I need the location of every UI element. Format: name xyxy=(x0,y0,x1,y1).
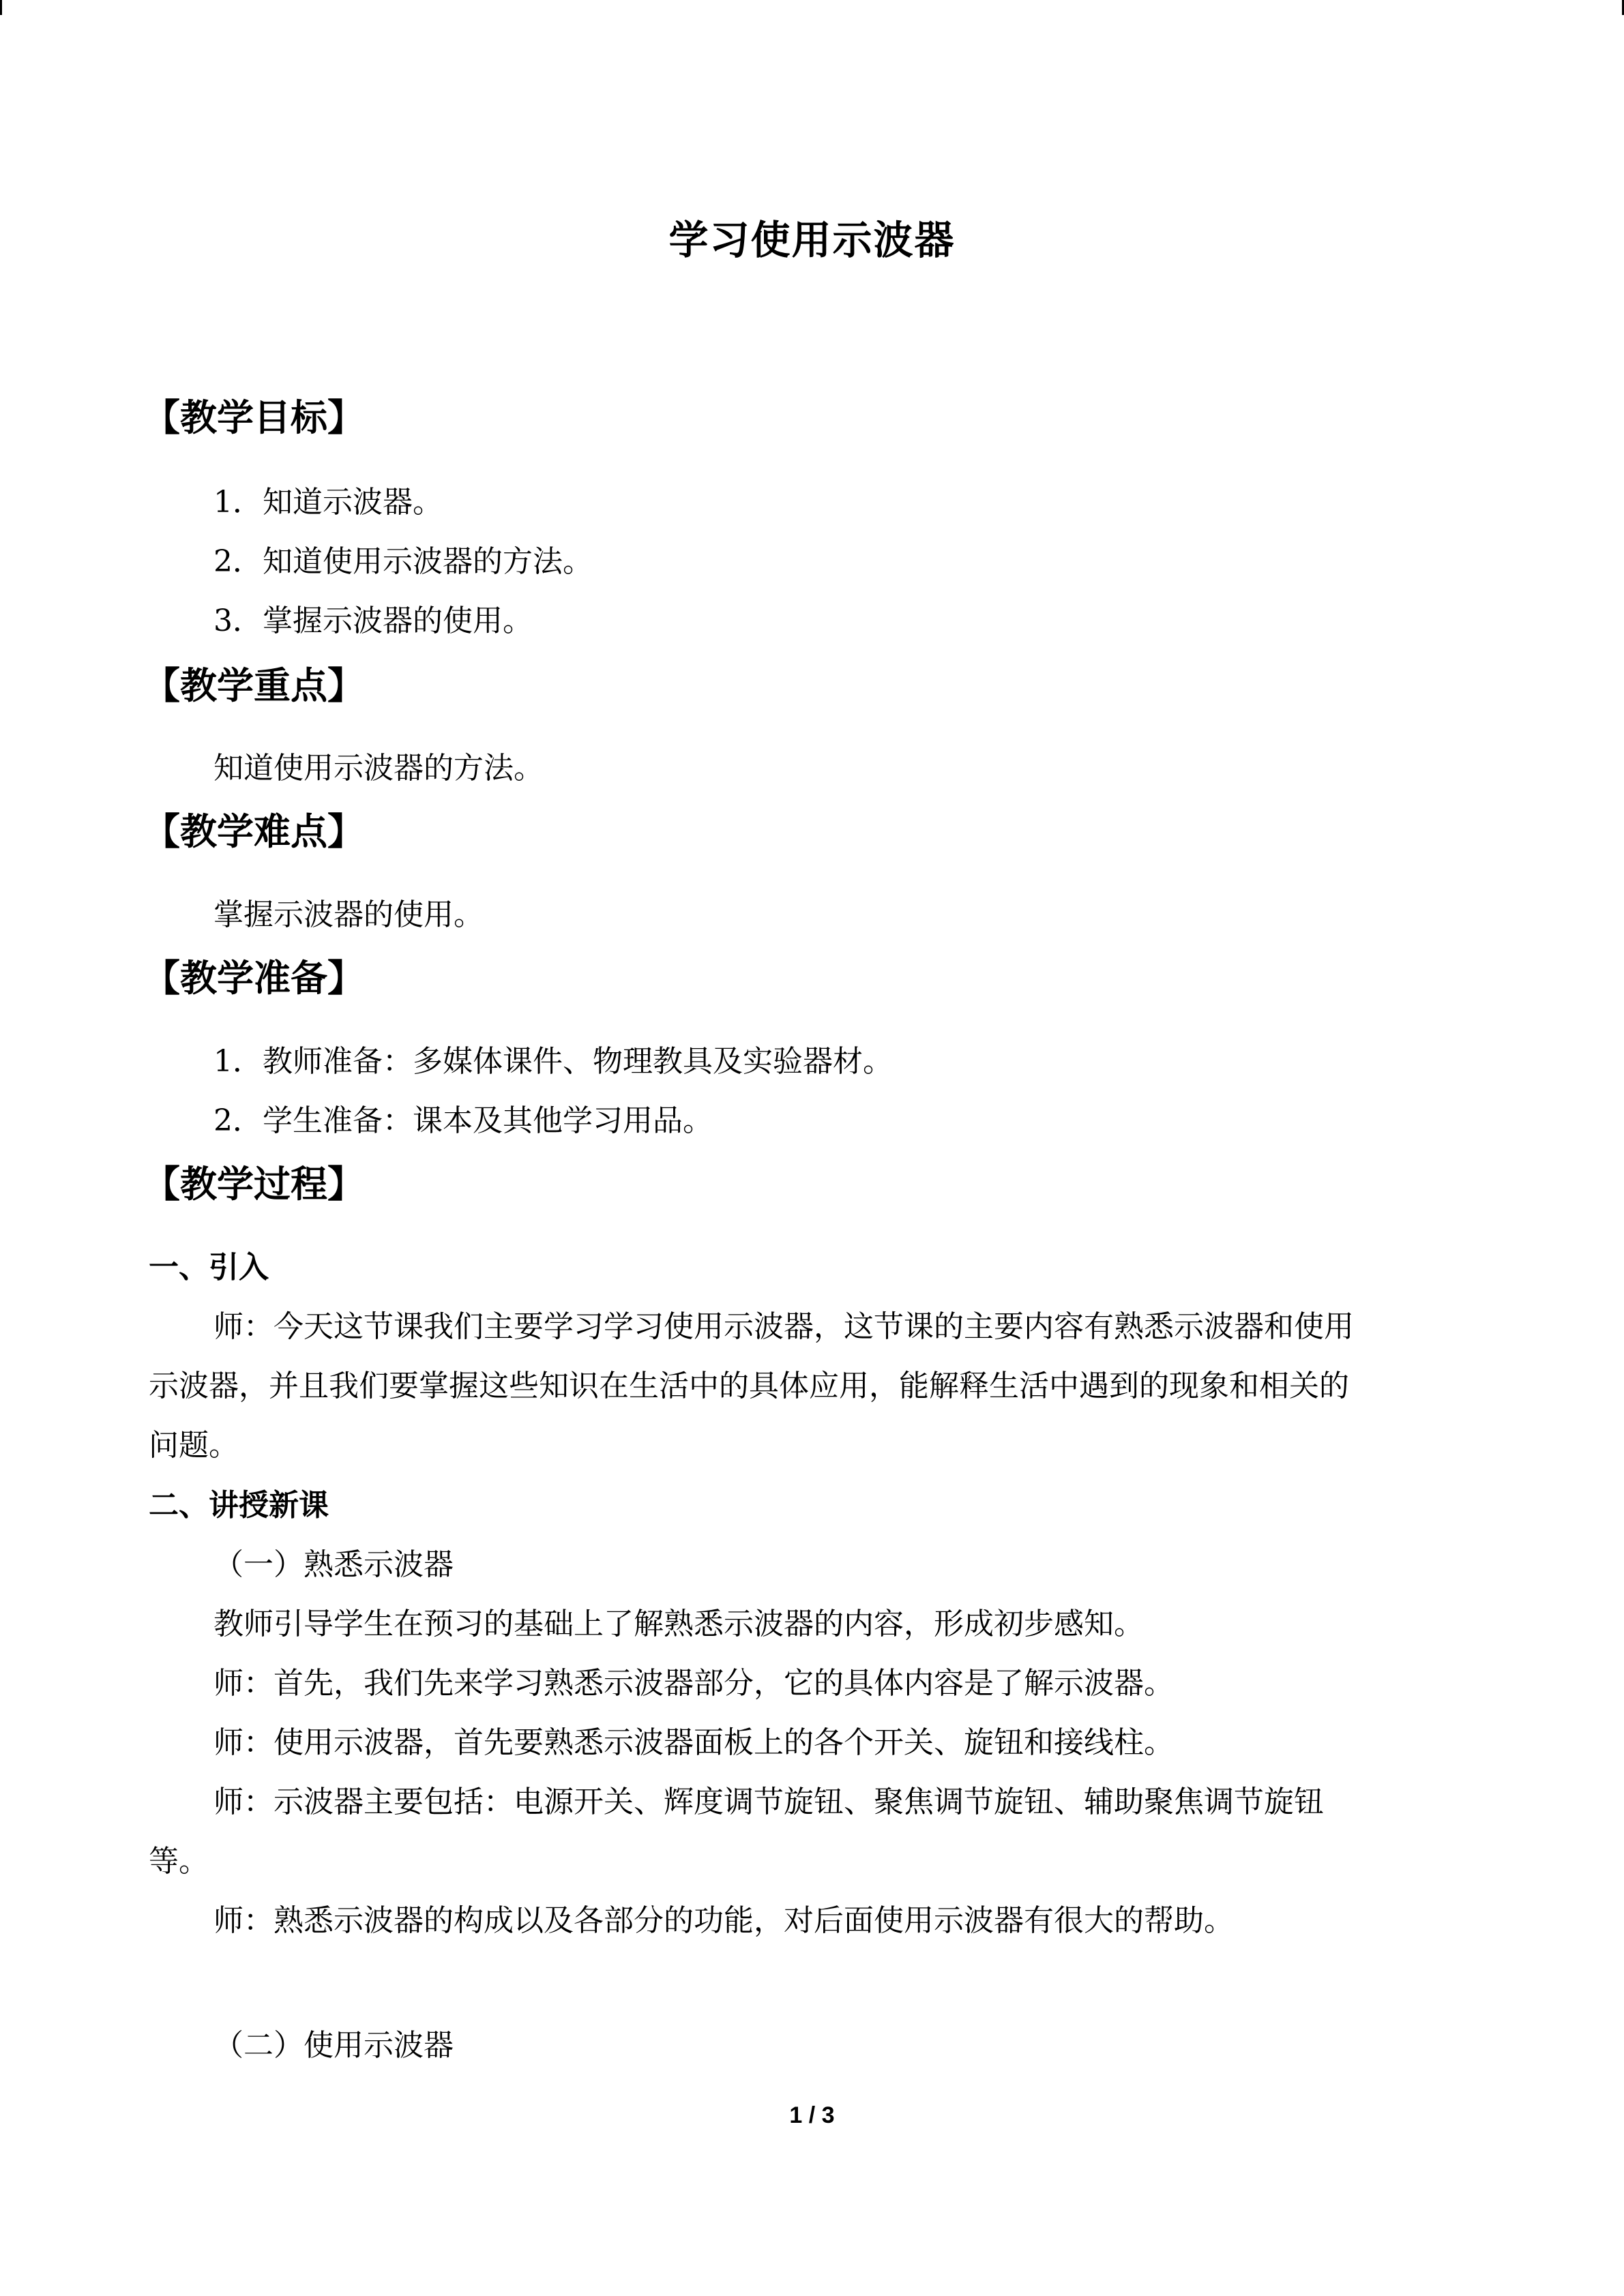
preparation-item: 2．学生准备：课本及其他学习用品。 xyxy=(213,1103,713,1138)
objective-item: 2．知道使用示波器的方法。 xyxy=(213,544,593,579)
corner-mark-left xyxy=(0,0,2,15)
page-title: 学习使用示波器 xyxy=(668,217,956,263)
heading-process: 【教学过程】 xyxy=(143,1163,364,1206)
heading-difficulties: 【教学难点】 xyxy=(143,810,364,853)
objective-item: 1．知道示波器。 xyxy=(213,485,443,520)
section-new-lesson-heading: 二、讲授新课 xyxy=(149,1488,329,1523)
heading-objectives: 【教学目标】 xyxy=(143,396,364,439)
paragraph-line: 等。 xyxy=(149,1844,209,1879)
paragraph-line: 师：使用示波器，首先要熟悉示波器面板上的各个开关、旋钮和接线柱。 xyxy=(213,1725,1174,1760)
paragraph-line: 教师引导学生在预习的基础上了解熟悉示波器的内容，形成初步感知。 xyxy=(213,1607,1144,1641)
paragraph-line: 师：示波器主要包括：电源开关、辉度调节旋钮、聚焦调节旋钮、辅助聚焦调节旋钮 xyxy=(213,1785,1324,1819)
paragraph-line: 师：今天这节课我们主要学习学习使用示波器，这节课的主要内容有熟悉示波器和使用 xyxy=(213,1309,1354,1344)
objective-item: 3．掌握示波器的使用。 xyxy=(213,603,533,638)
key-points-text: 知道使用示波器的方法。 xyxy=(213,751,544,786)
heading-key-points: 【教学重点】 xyxy=(143,664,364,707)
difficulties-text: 掌握示波器的使用。 xyxy=(213,897,484,932)
preparation-item: 1．教师准备：多媒体课件、物理教具及实验器材。 xyxy=(213,1044,893,1079)
paragraph-line: 示波器，并且我们要掌握这些知识在生活中的具体应用，能解释生活中遇到的现象和相关的 xyxy=(149,1369,1349,1403)
section-intro-heading: 一、引入 xyxy=(149,1250,269,1285)
subsection-heading: （二）使用示波器 xyxy=(213,2028,454,2063)
heading-preparation: 【教学准备】 xyxy=(143,957,364,1000)
paragraph-line: 师：熟悉示波器的构成以及各部分的功能，对后面使用示波器有很大的帮助。 xyxy=(213,1903,1234,1938)
paragraph-line: 问题。 xyxy=(149,1428,239,1463)
subsection-heading: （一）熟悉示波器 xyxy=(213,1547,454,1582)
page-number: 1 / 3 xyxy=(789,2102,835,2128)
paragraph-line: 师：首先，我们先来学习熟悉示波器部分，它的具体内容是了解示波器。 xyxy=(213,1666,1174,1701)
